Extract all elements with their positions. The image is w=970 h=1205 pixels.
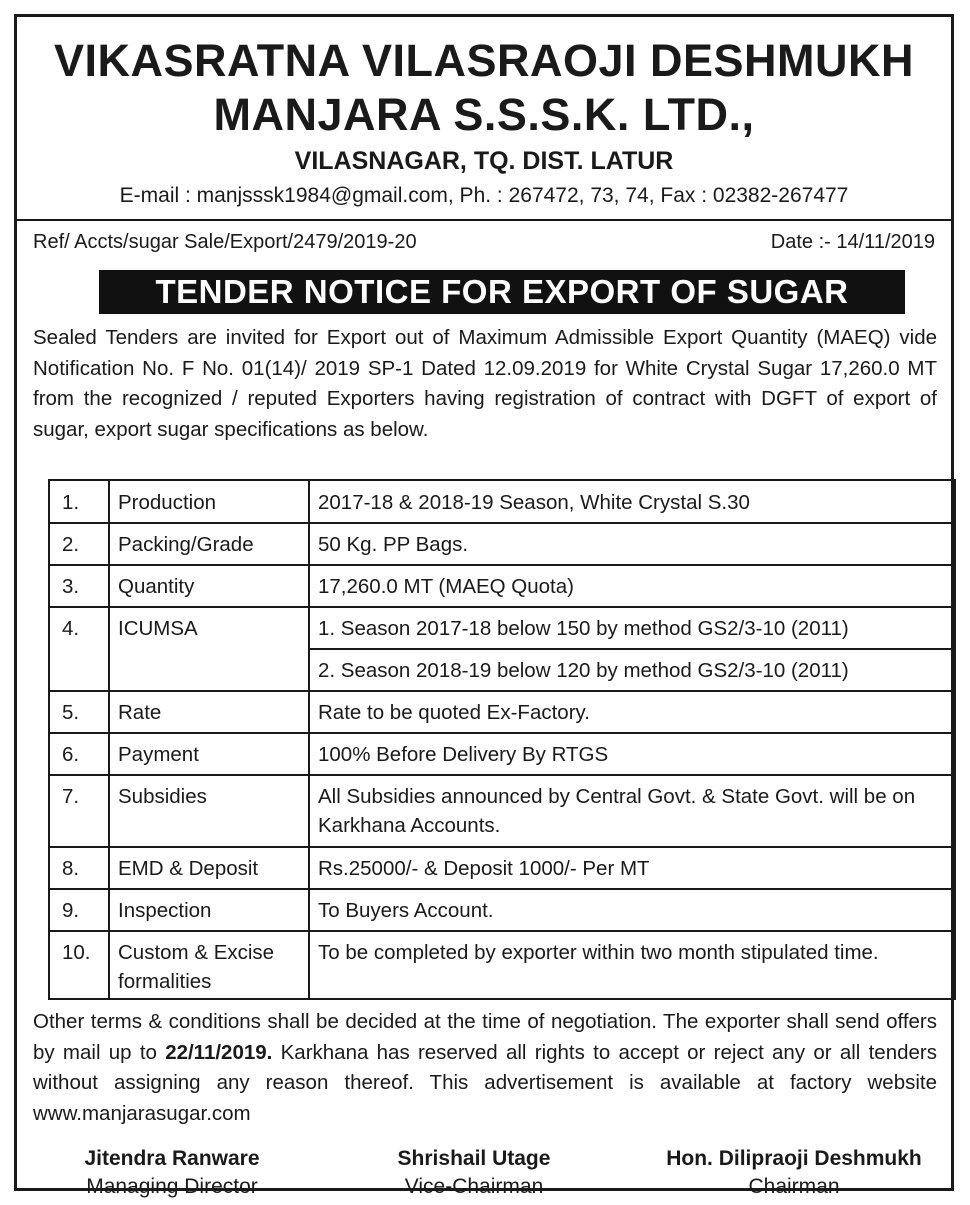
row-value: 100% Before Delivery By RTGS bbox=[309, 733, 955, 775]
row-value: To be completed by exporter within two month stipulated time. bbox=[309, 931, 955, 999]
row-value: 1. Season 2017-18 below 150 by method GS2/3-10 (2011) bbox=[309, 607, 955, 649]
spec-table bbox=[48, 479, 956, 1000]
row-number: 3. bbox=[49, 565, 109, 607]
reference-number: Ref/ Accts/sugar Sale/Export/2479/2019-20 bbox=[33, 231, 417, 253]
row-number: 9. bbox=[49, 889, 109, 931]
table-row bbox=[49, 523, 955, 565]
org-title-line1: VIKASRATNA VILASRAOJI DESHMUKH bbox=[53, 35, 915, 86]
row-number: 8. bbox=[49, 847, 109, 889]
table-row bbox=[49, 480, 955, 523]
row-number: 7. bbox=[49, 775, 109, 847]
row-number: 4. bbox=[49, 607, 109, 691]
intro-paragraph: Sealed Tenders are invited for Export out of Maximum Admissible Export Quantity (MAEQ) vide Notification No. F No. 01(14)/ 2019 SP-1 Dated 12.09.2019 for White Crystal Sugar 17,260.0 MT from the recognized / reputed Exporters having registration of contract with DGFT of export of sugar, export sugar specifications as below. bbox=[33, 326, 937, 441]
table-row bbox=[49, 847, 955, 889]
signatory-name: Shrishail Utage bbox=[397, 1147, 551, 1170]
terms-text: Other terms & conditions shall be decided at the time of negotiation. The exporter shall send offers by mail up to bbox=[33, 1010, 937, 1064]
signatory-title: Managing Director bbox=[86, 1175, 258, 1198]
signatory-title: Vice-Chairman bbox=[404, 1175, 544, 1198]
table-row bbox=[49, 607, 955, 649]
org-address: VILASNAGAR, TQ. DIST. LATUR bbox=[294, 147, 674, 175]
signatory-name: Jitendra Ranware bbox=[84, 1147, 260, 1170]
table-row bbox=[49, 733, 955, 775]
notice-frame bbox=[14, 14, 954, 1198]
row-value: 50 Kg. PP Bags. bbox=[309, 523, 955, 565]
row-value: Rs.25000/- & Deposit 1000/- Per MT bbox=[309, 847, 955, 889]
row-parameter: Rate bbox=[109, 691, 309, 733]
offer-deadline: 22/11/2019. bbox=[165, 1040, 273, 1064]
row-parameter: Inspection bbox=[109, 889, 309, 931]
row-parameter: Production bbox=[109, 480, 309, 523]
row-parameter: Subsidies bbox=[109, 775, 309, 847]
row-number: 6. bbox=[49, 733, 109, 775]
table-row bbox=[49, 889, 955, 931]
row-parameter: EMD & Deposit bbox=[109, 847, 309, 889]
org-contact: E-mail : manjsssk1984@gmail.com, Ph. : 267472, 73, 74, Fax : 02382-267477 bbox=[119, 184, 849, 207]
table-row bbox=[49, 775, 955, 847]
row-value: Rate to be quoted Ex-Factory. bbox=[309, 691, 955, 733]
terms-text-continued: Karkhana has reserved all rights to accept or reject any or all tenders without assigning any reason thereof. This advertisement is available at factory website www.manjarasugar.com bbox=[33, 1040, 937, 1125]
row-value: 2017-18 & 2018-19 Season, White Crystal S.30 bbox=[309, 480, 955, 523]
row-value: 17,260.0 MT (MAEQ Quota) bbox=[309, 565, 955, 607]
notice-title: TENDER NOTICE FOR EXPORT OF SUGAR bbox=[99, 270, 905, 314]
row-parameter: Custom & Excise formalities bbox=[109, 931, 309, 999]
notice-date: Date :- 14/11/2019 bbox=[770, 231, 935, 253]
row-number: 10. bbox=[49, 931, 109, 999]
table-row bbox=[49, 691, 955, 733]
table-row bbox=[49, 931, 955, 999]
signatory-managing-director bbox=[47, 1145, 297, 1201]
terms-paragraph bbox=[33, 1007, 937, 1129]
row-value: All Subsidies announced by Central Govt. & State Govt. will be on Karkhana Accounts. bbox=[309, 775, 955, 847]
row-value: To Buyers Account. bbox=[309, 889, 955, 931]
row-number: 2. bbox=[49, 523, 109, 565]
row-value: 2. Season 2018-19 below 120 by method GS2/3-10 (2011) bbox=[309, 649, 955, 691]
table-row bbox=[49, 565, 955, 607]
signatory-vice-chairman bbox=[349, 1145, 599, 1201]
signatory-name: Hon. Dilipraoji Deshmukh bbox=[666, 1147, 922, 1170]
signatory-title: Chairman bbox=[748, 1175, 840, 1198]
row-parameter: ICUMSA bbox=[109, 607, 309, 691]
row-parameter: Packing/Grade bbox=[109, 523, 309, 565]
row-parameter: Payment bbox=[109, 733, 309, 775]
row-number: 1. bbox=[49, 480, 109, 523]
org-title-line2: MANJARA S.S.S.K. LTD., bbox=[213, 89, 755, 140]
row-number: 5. bbox=[49, 691, 109, 733]
row-parameter: Quantity bbox=[109, 565, 309, 607]
header-divider bbox=[17, 219, 951, 221]
signatory-chairman bbox=[629, 1145, 959, 1201]
